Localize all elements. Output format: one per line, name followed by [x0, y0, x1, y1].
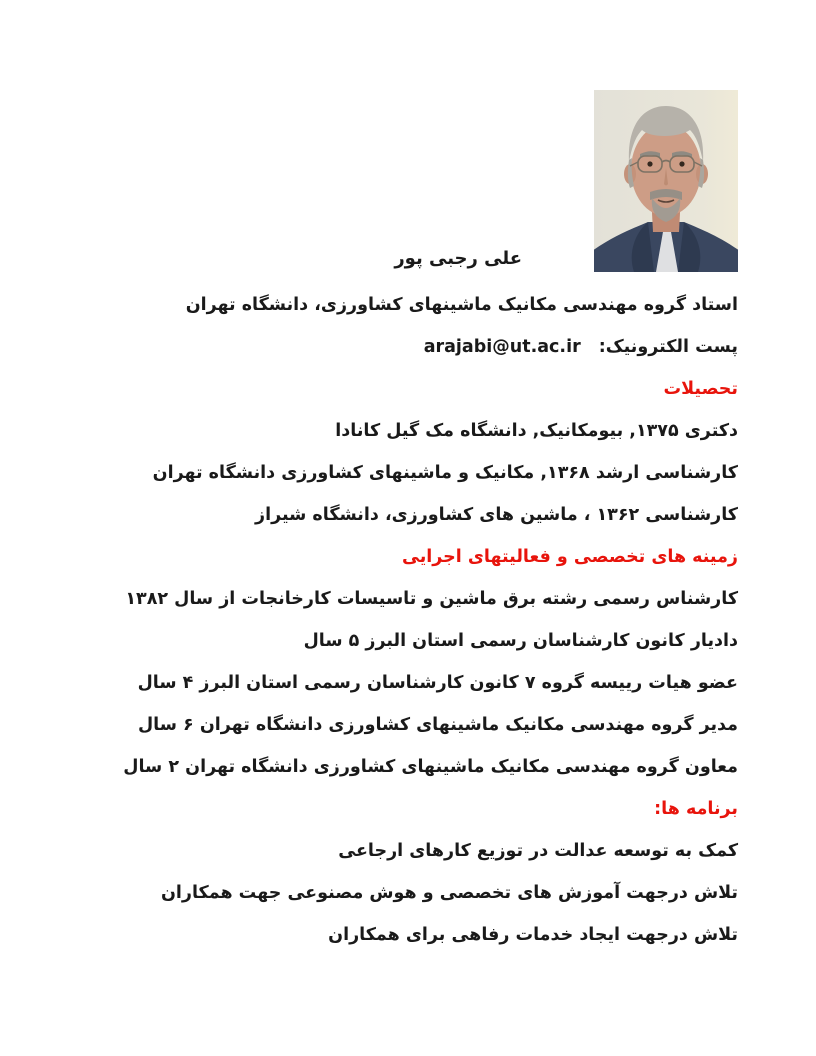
program-item: کمک به توسعه عدالت در توزیع کارهای ارجاعی: [338, 841, 738, 861]
program-item: تلاش درجهت آموزش های تخصصی و هوش مصنوعی جهت همکاران: [160, 883, 738, 903]
expertise-item: مدیر گروه مهندسی مکانیک ماشینهای کشاورزی دانشگاه تهران ۶ سال: [137, 715, 738, 735]
education-item: کارشناسی ۱۳۶۲ ، ماشین های کشاورزی، دانشگاه شیراز: [255, 505, 738, 525]
education-item: کارشناسی ارشد ۱۳۶۸, مکانیک و ماشینهای کشاورزی دانشگاه تهران: [152, 463, 738, 483]
email-label: پست الکترونیک:: [598, 337, 738, 357]
education-item: دکتری ۱۳۷۵, بیومکانیک, دانشگاه مک گیل کانادا: [335, 421, 738, 441]
expertise-item: عضو هیات رییسه گروه ۷ کانون کارشناسان رسمی استان البرز ۴ سال: [137, 673, 738, 693]
header-row: [78, 90, 738, 272]
portrait-photo-graphic: [594, 90, 738, 272]
email-line: [78, 326, 738, 368]
person-name: علی رجبی پور: [394, 248, 522, 270]
expertise-item: معاون گروه مهندسی مکانیک ماشینهای کشاورزی دانشگاه تهران ۲ سال: [123, 757, 738, 777]
person-title: استاد گروه مهندسی مکانیک ماشینهای کشاورزی، دانشگاه تهران: [185, 295, 738, 315]
section-heading-education: تحصیلات: [663, 379, 738, 399]
program-item: تلاش درجهت ایجاد خدمات رفاهی برای همکاران: [328, 925, 738, 945]
section-heading-expertise: زمینه های تخصصی و فعالیتهای اجرایی: [402, 547, 738, 567]
section-heading-programs: برنامه ها:: [654, 799, 738, 819]
profile-photo: [594, 90, 738, 272]
email-address[interactable]: arajabi@ut.ac.ir: [423, 337, 581, 357]
cv-content: [78, 90, 738, 956]
expertise-item: کارشناس رسمی رشته برق ماشین و تاسیسات کارخانجات از سال ۱۳۸۲: [125, 589, 738, 609]
expertise-item: دادیار کانون کارشناسان رسمی استان البرز ۵ سال: [303, 631, 738, 651]
cv-body: [78, 284, 738, 956]
